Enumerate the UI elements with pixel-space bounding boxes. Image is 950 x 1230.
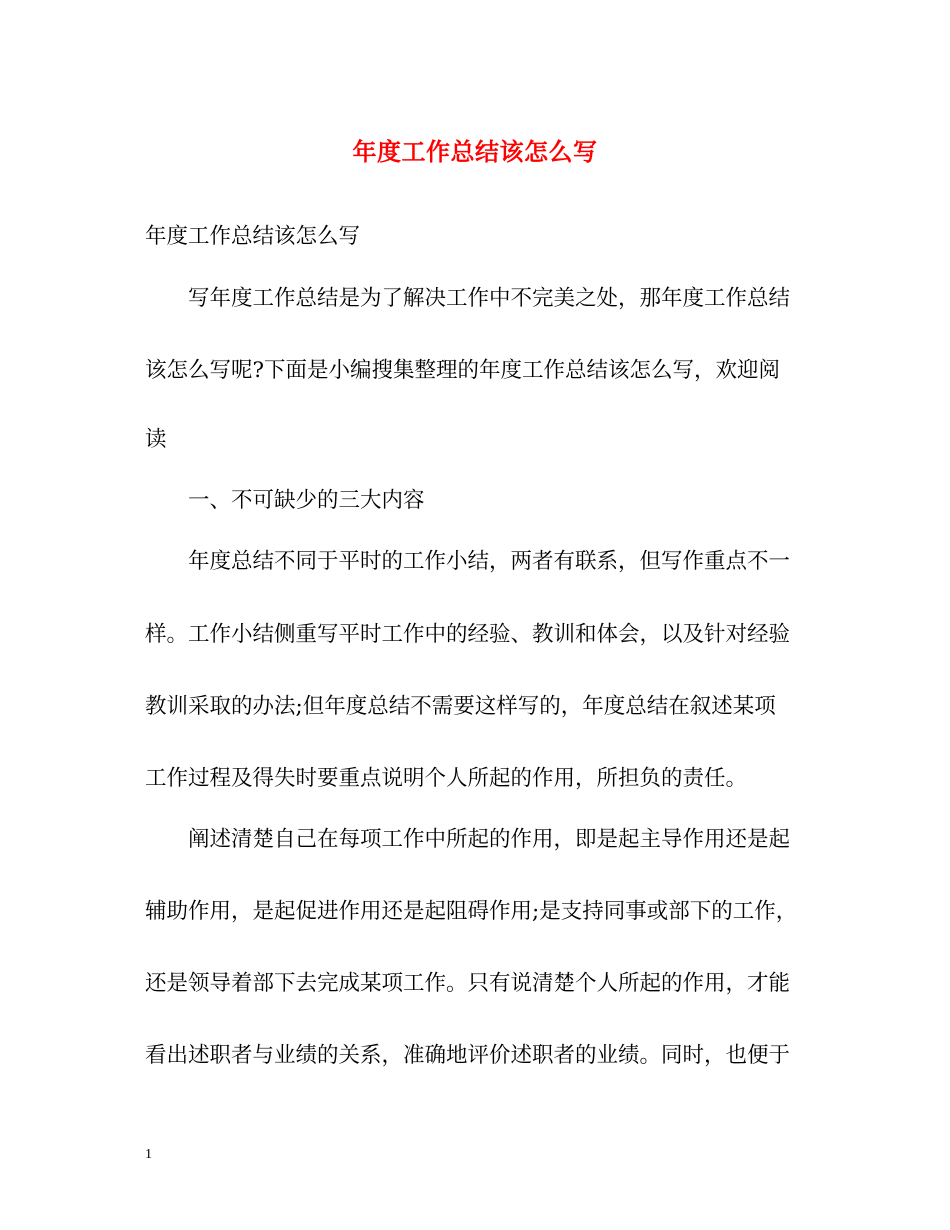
document-title: 年度工作总结该怎么写 [352, 137, 598, 166]
page-number: 1 [145, 1147, 152, 1162]
body-line: 还是领导着部下去完成某项工作。只有说清楚个人所起的作用，才能 [145, 971, 791, 996]
section-heading: 一、不可缺少的三大内容 [145, 488, 425, 513]
body-line: 阐述清楚自己在每项工作中所起的作用，即是起主导作用还是起 [145, 827, 791, 852]
body-line: 年度工作总结该怎么写 [145, 224, 361, 249]
body-line: 教训采取的办法;但年度总结不需要这样写的，年度总结在叙述某项 [145, 694, 776, 719]
body-line: 看出述职者与业绩的关系，准确地评价述职者的业绩。同时，也便于 [145, 1043, 791, 1068]
body-line: 年度总结不同于平时的工作小结，两者有联系，但写作重点不一 [145, 549, 791, 574]
body-line: 样。工作小结侧重写平时工作中的经验、教训和体会，以及针对经验 [145, 622, 791, 647]
body-line: 写年度工作总结是为了解决工作中不完美之处，那年度工作总结 [145, 286, 791, 311]
body-line: 读 [145, 427, 167, 452]
body-line: 该怎么写呢?下面是小编搜集整理的年度工作总结该怎么写，欢迎阅 [145, 358, 781, 383]
body-line: 工作过程及得失时要重点说明个人所起的作用，所担负的责任。 [145, 766, 748, 791]
body-line: 辅助作用，是起促进作用还是起阻碍作用;是支持同事或部下的工作， [145, 899, 798, 924]
